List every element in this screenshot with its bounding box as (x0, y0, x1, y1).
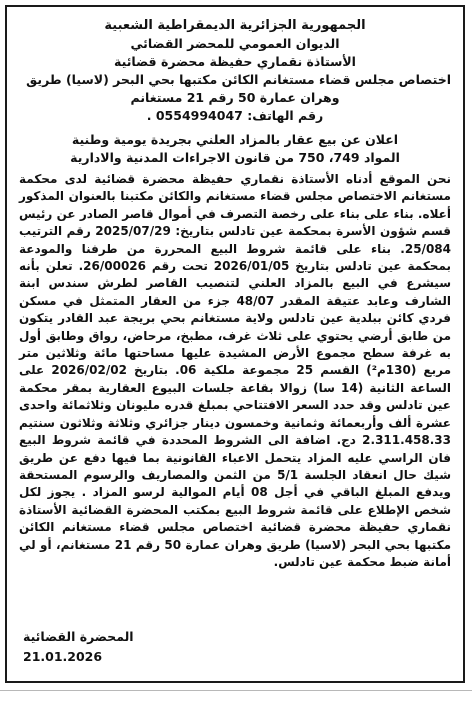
bailiff-name: الأستاذة نقماري حفيظة محضرة قضائية (114, 54, 356, 69)
signature-date: 21.01.2026 (23, 649, 103, 664)
legal-notice (5, 5, 465, 683)
page-divider (0, 690, 472, 691)
office-heading: الديوان العمومي للمحضر القضائي (130, 36, 340, 51)
legal-reference: المواد 749، 750 من قانون الاجراءات المدنية والادارية (70, 150, 400, 165)
signature-block (23, 627, 134, 667)
republic-heading: الجمهورية الجزائرية الديمقراطية الشعبية (104, 18, 366, 33)
office-address: اختصاص مجلس قضاء مستغانم الكائن مكتبها بحي البحر (لاسيا) طريق (26, 72, 451, 87)
office-address-line2: وهران عمارة 50 رقم 21 مستغانم (130, 90, 340, 105)
notice-body: نحن الموقع أدناه الأستاذة نقماري حفيظة محضرة قضائية لدى محكمة مستغانم الاختصاص مجلس قضاء مستغانم والكائن مكتبنا بالعنوان المذكور أعلاه. بناء على بناء على رخصة التصرف في أموال قاصر الصادر عن رئيس قسم شؤون الأسرة بمحكمة عين تادلس بتاريخ: 2025/07/29 رقم الترتيب 25/084. بناء على قائمة شروط البيع المحررة من طرفنا والمودعة بمحكمة عين تادلس بتاريخ 2026/01/05 تحت رقم 26/00026. تعلن بأنه سيشرع في البيع بالمزاد العلني لتنصيب القاصر لطرش سندس ابنة الشارف وعابد عتيقة المقدر 48/07 جزء من العقار المتمثل في مسكن فردي كائن ببلدية عين تادلس ولاية مستغانم بحي بريجة عبد القادر يتكون من طابق أرضي يحتوي على ثلاث غرف، مطبخ، مرحاض، رواق وطابق أول به غرفة سطح مجموع الأرض المشيدة عليها مساحتها مائة وثلاثين متر مربع (130م²) القسم 25 مجموعة ملكية 06. بتاريخ 2026/02/02 على الساعة الثانية (14 سا) زوالا بقاعة جلسات البيوع العقارية بمقر محكمة عين تادلس وقد حدد السعر الافتتاحي بمبلغ قدره مليونان وثلاثمائة واحدى عشرة ألف وأربعمائة وثمانية وخمسون دينار جزائري وثلاثة وثلاثون سنتيم 2.311.458.33 دج. اضافة الى الشروط المحددة في قائمة شروط البيع فان الراسي عليه المزاد يتحمل الاعباء القانونية بما فيها دفع عن طريق شيك حال انعقاد الجلسة 5/1 من الثمن والمصاريف والرسوم المستحقة ويدفع المبلغ الباقي في أجل 08 أيام الموالية لرسو المزاد . يجوز لكل شخص الإطلاع على قائمة شروط البيع بمكتب المحضرة القضائية الأستاذة نقماري حفيظة محضرة قضائية اختصاص مجلس قضاء مستغانم الكائن مكتبها بحي البحر (لاسيا) طريق وهران عمارة 50 رقم 21 مستغانم، أو لي أمانة ضبط محكمة عين تادلس. (19, 172, 452, 569)
signature-role: المحضرة القضائية (23, 629, 134, 644)
phone-number: رقم الهاتف: 0554994047 . (146, 108, 324, 123)
notice-title: اعلان عن بيع عقار بالمزاد العلني بجريدة يومية وطنية (71, 132, 399, 147)
